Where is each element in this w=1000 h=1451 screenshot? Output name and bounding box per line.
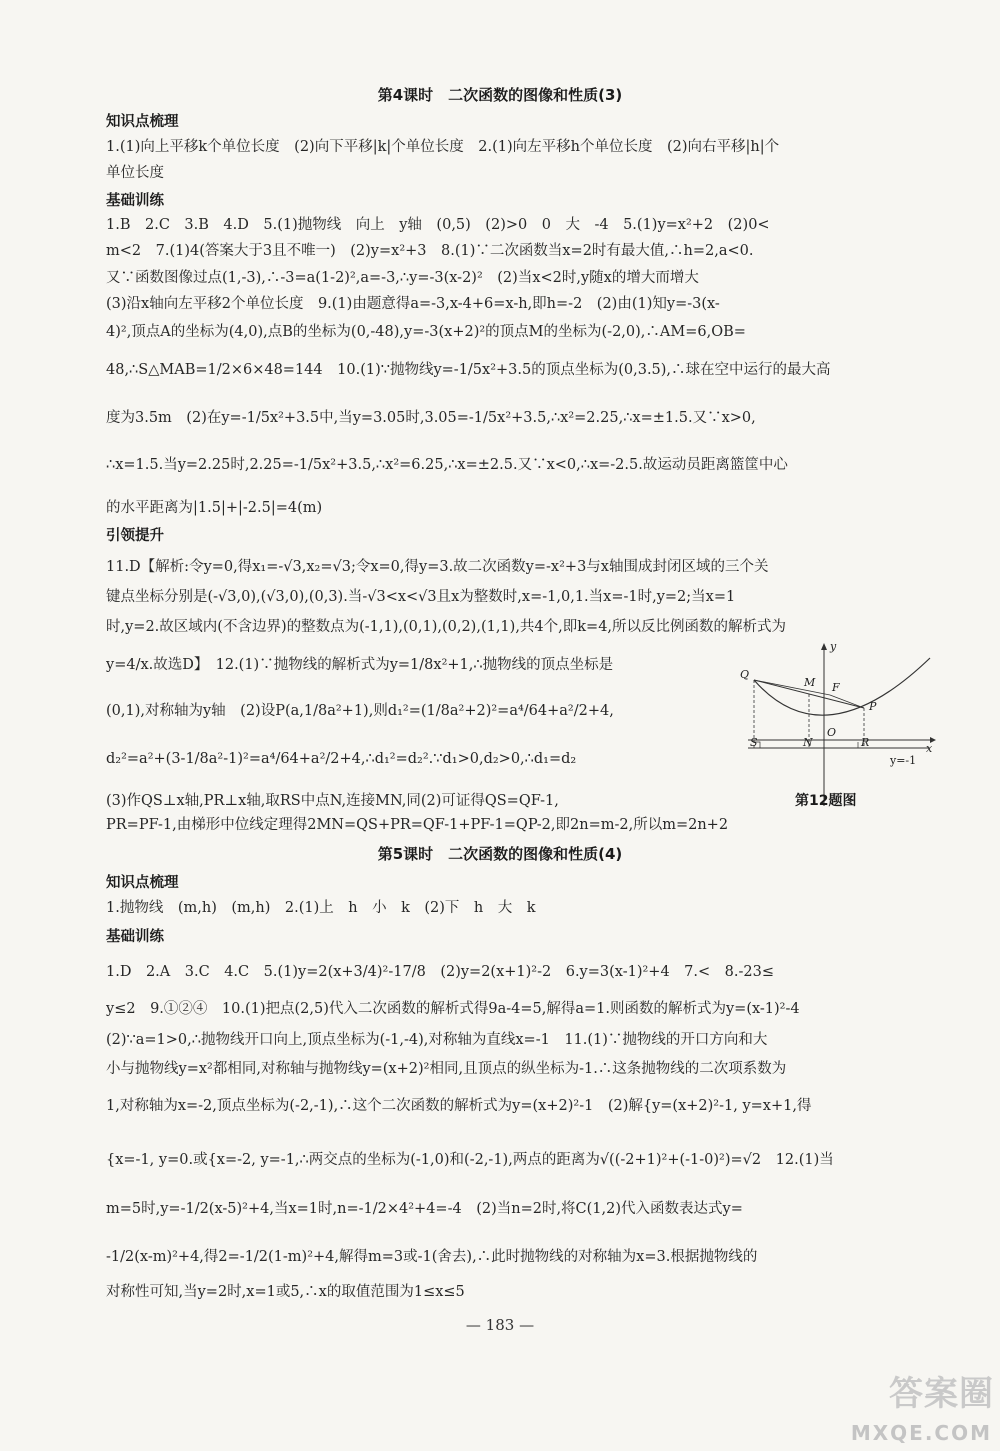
text-line: 1,对称轴为x=-2,顶点坐标为(-2,-1),∴这个二次函数的解析式为y=(x+2)²-1 (2)解{y=(x+2)²-1, y=x+1,得 xyxy=(106,1098,812,1114)
segment-fp xyxy=(830,695,864,708)
text-line: 4)²,顶点A的坐标为(4,0),点B的坐标为(0,-48),y=-3(x+2)²的顶点M的坐标为(-2,0),∴AM=6,OB= xyxy=(106,324,746,340)
text-line: m<2 7.(1)4(答案大于3且不唯一) (2)y=x²+3 8.(1)∵二次函数当x=2时有最大值,∴h=2,a<0. xyxy=(106,243,754,259)
text-line: y=4/x.故选D】 12.(1)∵抛物线的解析式为y=1/8x²+1,∴抛物线的顶点坐标是 xyxy=(106,657,614,673)
y-axis-arrow xyxy=(821,643,827,650)
label-s: S xyxy=(750,736,758,749)
site-watermark xyxy=(850,1362,1000,1451)
text-line: 小与抛物线y=x²都相同,对称轴与抛物线y=(x+2)²相同,且顶点的纵坐标为-1.∴这条抛物线的二次项系数为 xyxy=(106,1061,787,1077)
label-y-axis: y xyxy=(830,640,837,653)
text-line: 键点坐标分别是(-√3,0),(√3,0),(0,3).当-√3<x<√3且x为整数时,x=-1,0,1.当x=-1时,y=2;当x=1 xyxy=(106,589,736,605)
text-line: 单位长度 xyxy=(106,165,164,181)
text-line: d₂²=a²+(3-1/8a²-1)²=a⁴/64+a²/2+4,∴d₁²=d₂².∵d₁>0,d₂>0,∴d₁=d₂ xyxy=(106,751,577,767)
figure-caption: 第12题图 xyxy=(795,793,857,809)
text-line: 又∵函数图像过点(1,-3),∴-3=a(1-2)²,a=-3,∴y=-3(x-2)² (2)当x<2时,y随x的增大而增大 xyxy=(106,270,699,286)
heading-knowledge-points: 知识点梳理 xyxy=(106,114,179,130)
label-o: O xyxy=(827,726,837,739)
text-line: PR=PF-1,由梯形中位线定理得2MN=QS+PR=QF-1+PF-1=QP-2,即2n=m-2,所以m=2n+2 xyxy=(106,817,729,833)
text-line: (3)作QS⊥x轴,PR⊥x轴,取RS中点N,连接MN,同(2)可证得QS=QF-1, xyxy=(106,793,559,809)
segment-qf xyxy=(754,680,830,695)
text-line: 时,y=2.故区域内(不含边界)的整数点为(-1,1),(0,1),(0,2),(1,1),共4个,即k=4,所以反比例函数的解析式为 xyxy=(106,619,787,635)
text-line: -1/2(x-m)²+4,得2=-1/2(1-m)²+4,解得m=3或-1(舍去),∴此时抛物线的对称轴为x=3.根据抛物线的 xyxy=(106,1249,758,1265)
text-line: 11.D【解析:令y=0,得x₁=-√3,x₂=√3;令x=0,得y=3.故二次函数y=-x²+3与x轴围成封闭区域的三个关 xyxy=(106,559,769,575)
text-line: (0,1),对称轴为y轴 (2)设P(a,1/8a²+1),则d₁²=(1/8a²+2)²=a⁴/64+a²/2+4, xyxy=(106,703,614,719)
text-line: 1.D 2.A 3.C 4.C 5.(1)y=2(x+3/4)²-17/8 (2)y=2(x+1)²-2 6.y=3(x-1)²+4 7.< 8.-23≤ xyxy=(106,964,774,980)
label-r: R xyxy=(861,736,870,749)
heading-basic-training: 基础训练 xyxy=(106,193,164,209)
label-p: P xyxy=(869,700,877,713)
watermark-domain: MXQE.COM xyxy=(850,1421,992,1445)
label-x-axis: x xyxy=(926,742,933,755)
text-line: 度为3.5m (2)在y=-1/5x²+3.5中,当y=3.05时,3.05=-1/5x²+3.5,∴x²=2.25,∴x=±1.5.又∵x>0, xyxy=(106,410,756,426)
heading-knowledge-points: 知识点梳理 xyxy=(106,875,179,891)
text-line: ∴x=1.5.当y=2.25时,2.25=-1/5x²+3.5,∴x²=6.25,∴x=±2.5.又∵x<0,∴x=-2.5.故运动员距离篮筐中心 xyxy=(106,457,788,473)
heading-advanced: 引领提升 xyxy=(106,528,164,544)
text-line: 1.抛物线 (m,h) (m,h) 2.(1)上 h 小 k (2)下 h 大 k xyxy=(106,900,536,916)
section-title-lesson-4: 第4课时 二次函数的图像和性质(3) xyxy=(377,86,623,104)
page-number: — 183 — xyxy=(465,1316,535,1334)
label-directrix: y=-1 xyxy=(890,754,917,767)
label-f: F xyxy=(832,681,840,694)
text-line: y≤2 9.①②④ 10.(1)把点(2,5)代入二次函数的解析式得9a-4=5,解得a=1.则函数的解析式为y=(x-1)²-4 xyxy=(106,1001,800,1017)
text-line: {x=-1, y=0.或{x=-2, y=-1,∴两交点的坐标为(-1,0)和(-2,-1),两点的距离为√((-2+1)²+(-1-0)²)=√2 12.(1)当 xyxy=(106,1152,834,1168)
label-q: Q xyxy=(740,668,750,681)
question-12-figure xyxy=(740,638,940,808)
text-line: 1.(1)向上平移k个单位长度 (2)向下平移|k|个单位长度 2.(1)向左平移h个单位长度 (2)向右平移|h|个 xyxy=(106,139,780,155)
label-m: M xyxy=(804,676,816,689)
text-line: (3)沿x轴向左平移2个单位长度 9.(1)由题意得a=-3,x-4+6=x-h,即h=-2 (2)由(1)知y=-3(x- xyxy=(106,296,720,312)
text-line: (2)∵a=1>0,∴抛物线开口向上,顶点坐标为(-1,-4),对称轴为直线x=-1 11.(1)∵抛物线的开口方向和大 xyxy=(106,1032,768,1048)
watermark-logo-text: 答案圈 xyxy=(889,1374,994,1414)
text-line: 对称性可知,当y=2时,x=1或5,∴x的取值范围为1≤x≤5 xyxy=(106,1284,465,1300)
heading-basic-training: 基础训练 xyxy=(106,929,164,945)
text-line: 的水平距离为|1.5|+|-2.5|=4(m) xyxy=(106,500,323,516)
label-n: N xyxy=(803,736,813,749)
text-line: m=5时,y=-1/2(x-5)²+4,当x=1时,n=-1/2×4²+4=-4 (2)当n=2时,将C(1,2)代入函数表达式y= xyxy=(106,1201,743,1217)
text-line: 48,∴S△MAB=1/2×6×48=144 10.(1)∵抛物线y=-1/5x²+3.5的顶点坐标为(0,3.5),∴球在空中运行的最大高 xyxy=(106,362,831,378)
section-title-lesson-5: 第5课时 二次函数的图像和性质(4) xyxy=(377,845,623,863)
text-line: 1.B 2.C 3.B 4.D 5.(1)抛物线 向上 y轴 (0,5) (2)>0 0 大 -4 5.(1)y=x²+2 (2)0< xyxy=(106,217,770,233)
